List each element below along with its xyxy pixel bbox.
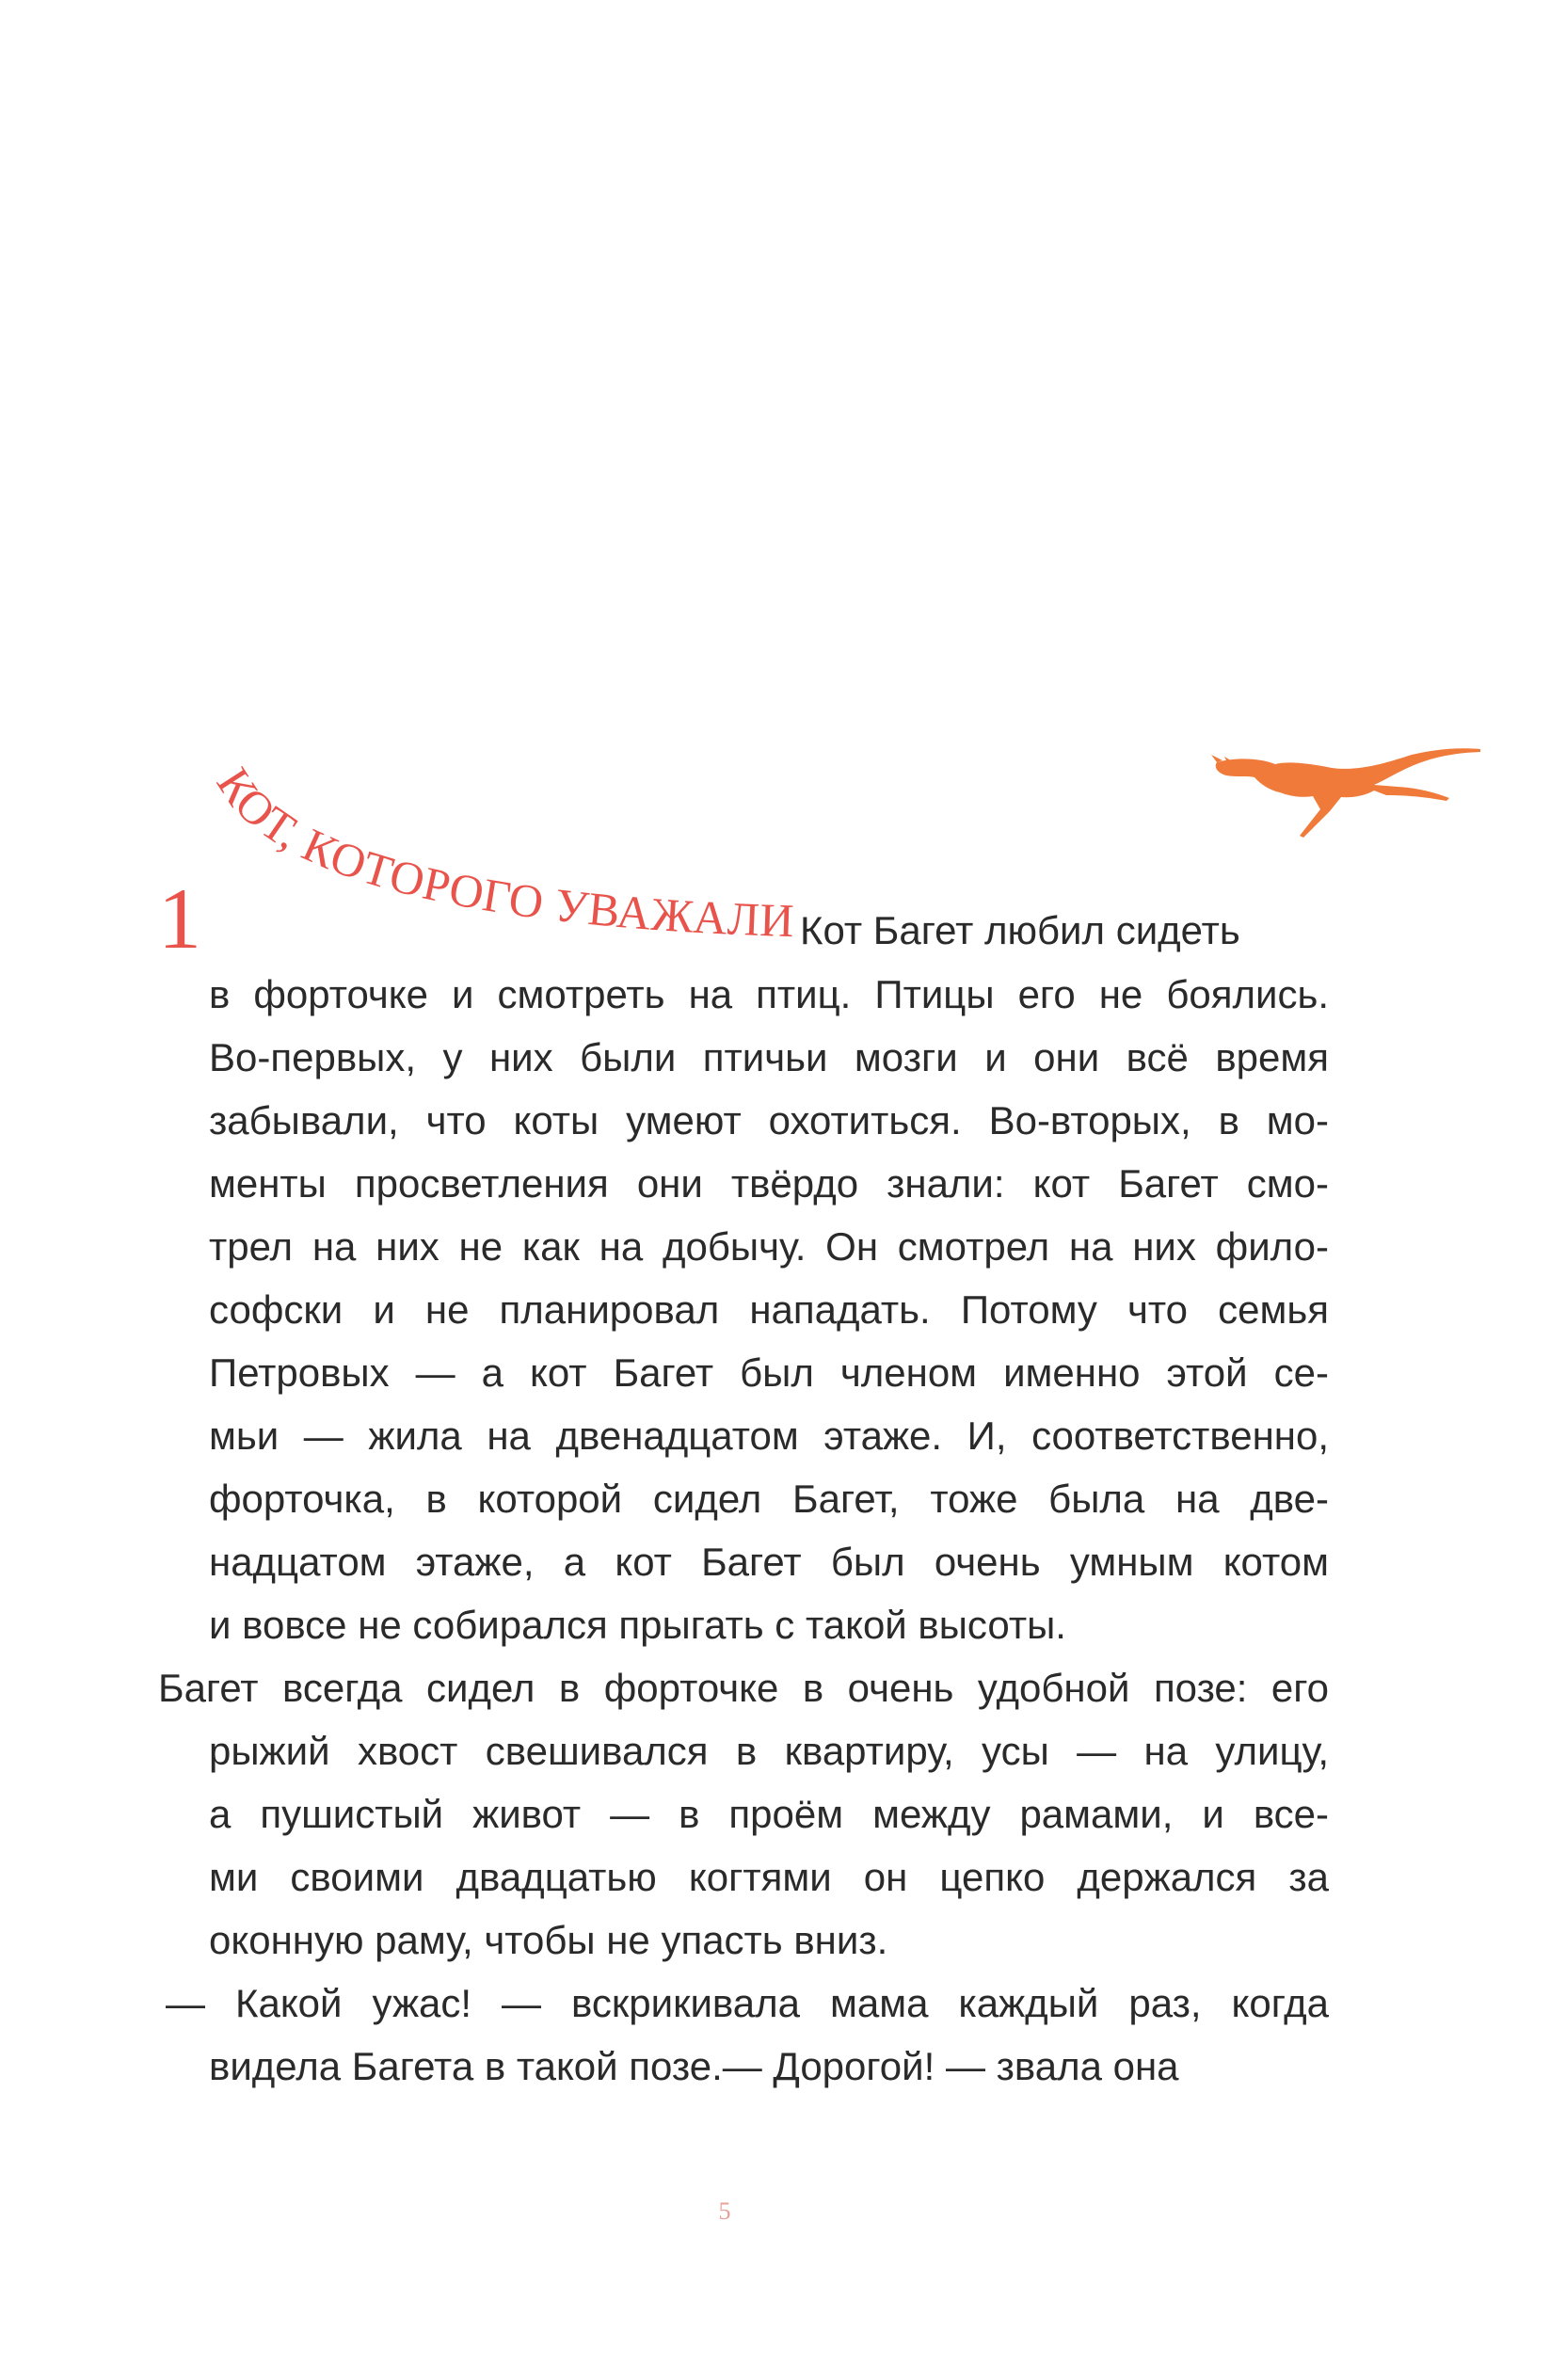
cat-illustration	[1209, 743, 1482, 847]
cat-figure	[1211, 748, 1480, 838]
text-line-11: надцатом этаже, а кот Багет был очень умным котом	[209, 1540, 1329, 1584]
text-line-13: Багет всегда сидел в форточке в очень удобной позе: его	[158, 1666, 1329, 1710]
chapter-title-path: КОТ, КОТОРОГО УВАЖАЛИ	[206, 759, 795, 948]
text-line-16: ми своими двадцатью когтями он цепко держался за	[209, 1855, 1329, 1899]
text-line-18: — Какой ужас! — вскрикивала мама каждый раз, когда	[166, 1981, 1329, 2025]
text-line-10: форточка, в которой сидел Багет, тоже была на две-	[209, 1477, 1329, 1521]
text-line-5: менты просветления они твёрдо знали: кот Багет смо-	[209, 1161, 1329, 1206]
text-line-1: Кот Багет любил сидеть	[800, 908, 1240, 952]
page-number: 5	[718, 2197, 731, 2225]
chapter-title-text	[207, 759, 795, 947]
chapter-number: 1	[158, 871, 201, 966]
text-line-14: рыжий хвост свешивался в квартиру, усы — на улицу,	[209, 1729, 1329, 1773]
text-line-4: забывали, что коты умеют охотиться. Во-вторых, в мо-	[209, 1098, 1329, 1142]
text-line-2: в форточке и смотреть на птиц. Птицы его не боялись.	[209, 972, 1329, 1016]
text-line-3: Во-первых, у них были птичьи мозги и они всё время	[209, 1035, 1329, 1079]
text-line-7: софски и не планировал нападать. Потому что семья	[209, 1287, 1329, 1332]
text-line-12: и вовсе не собирался прыгать с такой высоты.	[209, 1603, 1066, 1647]
chapter-title	[188, 753, 847, 979]
text-line-6: трел на них не как на добычу. Он смотрел на них фило-	[209, 1224, 1329, 1269]
text-line-15: а пушистый живот — в проём между рамами, и все-	[209, 1792, 1329, 1836]
text-line-19: видела Багета в такой позе.— Дорогой! — звала она	[209, 2044, 1179, 2088]
text-line-17: оконную раму, чтобы не упасть вниз.	[209, 1918, 888, 1962]
text-line-9: мьи — жила на двенадцатом этаже. И, соответственно,	[209, 1414, 1329, 1458]
text-line-8: Петровых — а кот Багет был членом именно этой се-	[209, 1350, 1329, 1395]
